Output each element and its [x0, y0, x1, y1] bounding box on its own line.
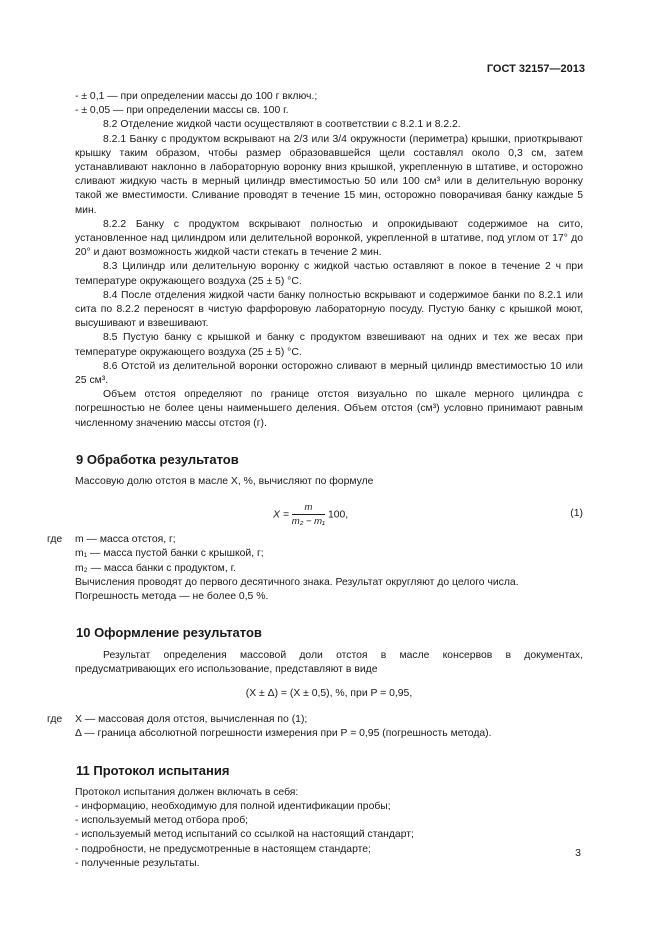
list-item: - полученные результаты.: [75, 857, 200, 869]
document-body: [47, 90, 583, 871]
formula-expression: [273, 501, 348, 528]
volume-paragraph: Объем отстоя определяют по границе отстоя визуально по шкале мерного цилиндра с погрешностью не более цены наименьшего деления. Объем отстоя (см³) условно принимают равным численному значению массы отстоя (г).: [75, 389, 583, 429]
clause-8-4: 8.4 После отделения жидкой части банку полностью вскрывают и содержимое банки по 8.2.1 или сита по 8.2.2 переносят в чистую фарфоровую лабораторную посуду. Пустую банку с крышкой моют, высушивают и взвешивают.: [75, 289, 583, 330]
formula-denominator: m₂ − m₁: [291, 516, 326, 528]
section-10-intro: Результат определения массовой доли отстоя в масле консервов в документах, предусматривающих его использование, представляют в виде: [75, 649, 583, 675]
formula-1: [75, 499, 583, 533]
definition-line: Δ — граница абсолютной погрешности измерения при P = 0,95 (погрешность метода).: [75, 728, 492, 740]
formula-number: (1): [570, 508, 583, 520]
formula-lhs: X =: [273, 509, 289, 521]
list-item: - используемый метод испытаний со ссылкой на настоящий стандарт;: [75, 829, 414, 841]
list-item: - подробности, не предусмотренные в настоящем стандарте;: [75, 843, 371, 855]
definition-line: m₂ — масса банки с продуктом, г.: [75, 562, 237, 574]
clause-8-6: 8.6 Отстой из делительной воронки осторожно сливают в мерный цилиндр вместимостью 10 или 25 см³.: [75, 360, 583, 387]
list-item: - информацию, необходимую для полной идентификации пробы;: [75, 800, 391, 812]
error-note: Погрешность метода — не более 0,5 %.: [75, 591, 269, 603]
definitions-block: [47, 533, 583, 576]
formula-fraction: [292, 501, 325, 528]
calc-note: Вычисления проводят до первого десятичного знака. Результат округляют до целого числа.: [75, 576, 519, 588]
section-9-title: 9 Обработка результатов: [76, 451, 239, 467]
definition-line: X — массовая доля отстоя, вычисленная по (1);: [75, 714, 308, 726]
section-10-title: 10 Оформление результатов: [76, 625, 262, 641]
section-11-intro: Протокол испытания должен включать в себя:: [75, 786, 299, 798]
list-item: - ± 0,05 — при определении массы св. 100 г.: [75, 105, 289, 117]
section-9-intro: Массовую долю отстоя в масле X, %, вычисляют по формуле: [75, 476, 374, 488]
where-label: где: [47, 714, 63, 726]
clause-8-5: 8.5 Пустую банку с крышкой и банку с продуктом взвешивают на одних и тех же весах при температуре окружающего воздуха (25 ± 5) °С.: [75, 332, 583, 358]
clause-8-2-1: 8.2.1 Банку с продуктом вскрывают на 2/3 или 3/4 окружности (периметра) крышки, приоткрывают крышку таким образом, чтобы размер образовавшейся щели составлял около 0,3 см, затем устанавливают наклонно в лабораторную воронку вниз крышкой, укрепленную в штативе, и осторожно сливают жидкую часть в мерный цилиндр вместимостью 50 или 100 см³ или в делительную воронку такой же вместимости. Сливание проводят в течение 15 мин, осторожно поворачивая банку каждые 5 мин.: [75, 133, 583, 216]
clause-8-3: 8.3 Цилиндр или делительную воронку с жидкой частью оставляют в покое в течение 2 ч при температуре окружающего воздуха (25 ± 5) °С.: [75, 261, 583, 287]
result-formula: (X ± Δ) = (X ± 0,5), %, при P = 0,95,: [245, 687, 413, 699]
page-number: 3: [575, 847, 581, 859]
list-item: - ± 0,1 — при определении массы до 100 г включ.;: [75, 91, 318, 102]
definition-line: m — масса отстоя, г;: [75, 534, 176, 546]
definitions-block: [47, 713, 583, 741]
where-label: где: [47, 534, 63, 546]
document-code: ГОСТ 32157—2013: [486, 63, 585, 75]
definition-line: m₁ — масса пустой банки с крышкой, г;: [75, 548, 264, 560]
clause-8-2: 8.2 Отделение жидкой части осуществляют в соответствии с 8.2.1 и 8.2.2.: [103, 119, 461, 131]
list-item: - используемый метод отбора проб;: [75, 815, 249, 827]
clause-8-2-2: 8.2.2 Банку с продуктом вскрывают полностью и опрокидывают содержимое на сито, установленное над цилиндром или делительной воронкой, укрепленной в штативе, под углом от 17° до 20° и дают возможность жидкой части стекать в течение 2 мин.: [75, 218, 583, 259]
formula-multiplier: 100,: [327, 509, 349, 521]
formula-numerator: m: [292, 501, 325, 515]
section-11-title: 11 Протокол испытания: [76, 762, 230, 778]
